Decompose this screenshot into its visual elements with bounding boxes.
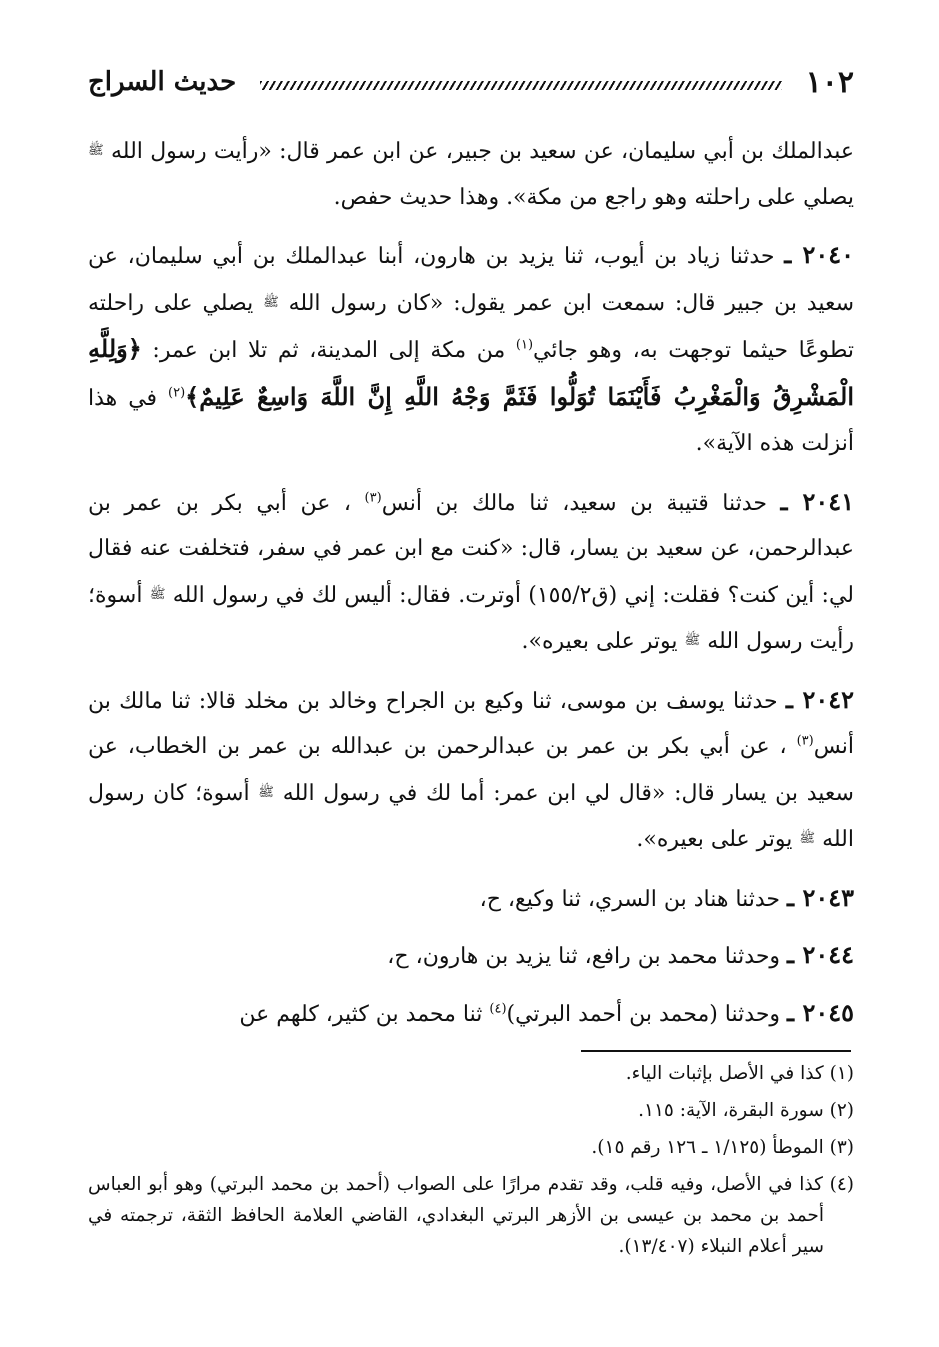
footnote-1: (١) كذا في الأصل بإثبات الياء. <box>625 1063 854 1084</box>
page-header <box>88 60 854 104</box>
footnote-separator <box>581 1050 851 1052</box>
hadith-2045: ٢٠٤٥ ـ وحدثنا (محمد بن أحمد البرتي)$^{(٤)}$ ثنا محمد بن كثير، كلهم عن <box>239 997 854 1027</box>
salawat-glyph: ﷺ <box>684 633 701 648</box>
salawat-glyph: ﷺ <box>799 831 816 846</box>
header-rule <box>260 81 781 90</box>
salawat-glyph: ﷺ <box>263 294 279 310</box>
hadith-2043: ٢٠٤٣ ـ حدثنا هناد بن السري، ثنا وكيع، ح، <box>479 882 854 912</box>
footnote-marker: (٤) <box>489 1001 507 1017</box>
hadith-number: ٢٠٤١ ـ <box>780 486 855 516</box>
footnote-marker: (٢) <box>168 385 186 401</box>
salawat-glyph: ﷺ <box>258 784 274 800</box>
hadith-number: ٢٠٤٣ ـ <box>787 882 854 912</box>
running-title: حديث السراج <box>88 67 237 97</box>
footnote-4: (٤) كذا في الأصل، وفيه قلب، وقد تقدم مرارًا على الصواب (أحمد بن محمد البرتي) وهو أبو العباس أحمد بن محمد بن عيسى بن الأزهر البرتي البغدادي، القاضي العلامة الحافظ الثقة، ترجمته في سير أعلام النبلاء (١٣/٤٠٧). <box>88 1174 854 1257</box>
hadith-number: ٢٠٤٤ ـ <box>787 940 854 969</box>
hadith-2040: ٢٠٤٠ ـ حدثنا زياد بن أيوب، ثنا يزيد بن هارون، أبنا عبدالملك بن أبي سليمان، عن سعيد بن جبير قال: سمعت ابن عمر يقول: «كان رسول الله ﷺ يصلي على راحلته تطوعًا حيثما توجهت به، وهو جائي$^{(١)}$ من مكة إلى المدينة، ثم تلا ابن عمر: ﴿وَلِلَّهِ الْمَشْرِقُ وَالْمَغْرِبُ فَأَيْنَمَا تُوَلُّوا فَثَمَّ وَجْهُ اللَّهِ إِنَّ اللَّهَ وَاسِعٌ عَلِيمٌ﴾$^{(٢)}$ في هذا أنزلت هذه الآية». <box>88 240 855 456</box>
footnotes <box>88 1058 854 1268</box>
footnote-marker: (٣) <box>364 490 382 506</box>
hadith-2041: ٢٠٤١ ـ حدثنا قتيبة بن سعيد، ثنا مالك بن أنس$^{(٣)}$ ، عن أبي بكر بن عمر بن عبدالرحمن، عن سعيد بن يسار، قال: «كنت مع ابن عمر في سفر، فتخلفت عنه فقال لي: أين كنت؟ فقلت: إني (ق١٥٥/٢) أوترت. فقال: أليس لك في رسول الله ﷺ أسوة؛ رأيت رسول الله ﷺ يوتر على بعيره». <box>88 486 855 654</box>
salawat-glyph: ﷺ <box>149 586 166 602</box>
footnote-3: (٣) الموطأ (١/١٢٥ ـ ١٢٦ رقم ١٥). <box>591 1137 854 1158</box>
hadith-number: ٢٠٤٢ ـ <box>785 684 854 714</box>
hadith-number: ٢٠٤٠ ـ <box>784 240 855 269</box>
footnote-marker: (٣) <box>796 733 814 749</box>
footnote-2: (٢) سورة البقرة، الآية: ١١٥. <box>638 1100 854 1121</box>
quran-verse: ﴿وَلِلَّهِ الْمَشْرِقُ وَالْمَغْرِبُ فَأَيْنَمَا تُوَلُّوا فَثَمَّ وَجْهُ اللَّهِ إِنَّ اللَّهَ وَاسِعٌ عَلِيمٌ﴾ <box>88 334 855 411</box>
salawat-glyph: ﷺ <box>88 143 104 158</box>
hadith-2042: ٢٠٤٢ ـ حدثنا يوسف بن موسى، ثنا وكيع بن الجراح وخالد بن مخلد قالا: ثنا مالك بن أنس$^{(٣)}$ ، عن أبي بكر بن عمر بن عبدالرحمن بن عبدالله بن عمر بن الخطاب، عن سعيد بن يسار قال: «قال لي ابن عمر: أما لك في رسول الله ﷺ أسوة؛ كان رسول الله ﷺ يوتر على بعيره». <box>88 684 854 852</box>
footnote-marker: (١) <box>515 337 534 353</box>
hadith-2044: ٢٠٤٤ ـ وحدثنا محمد بن رافع، ثنا يزيد بن هارون، ح، <box>387 940 854 969</box>
hadith-number: ٢٠٤٥ ـ <box>787 997 854 1027</box>
paragraph-continuation: عبدالملك بن أبي سليمان، عن سعيد بن جبير، عن ابن عمر قال: «رأيت رسول الله ﷺ يصلي على راحلته وهو راجع من مكة». وهذا حديث حفص. <box>88 139 854 210</box>
page-number: ١٠٢ <box>805 64 854 100</box>
body-text <box>88 128 854 1049</box>
